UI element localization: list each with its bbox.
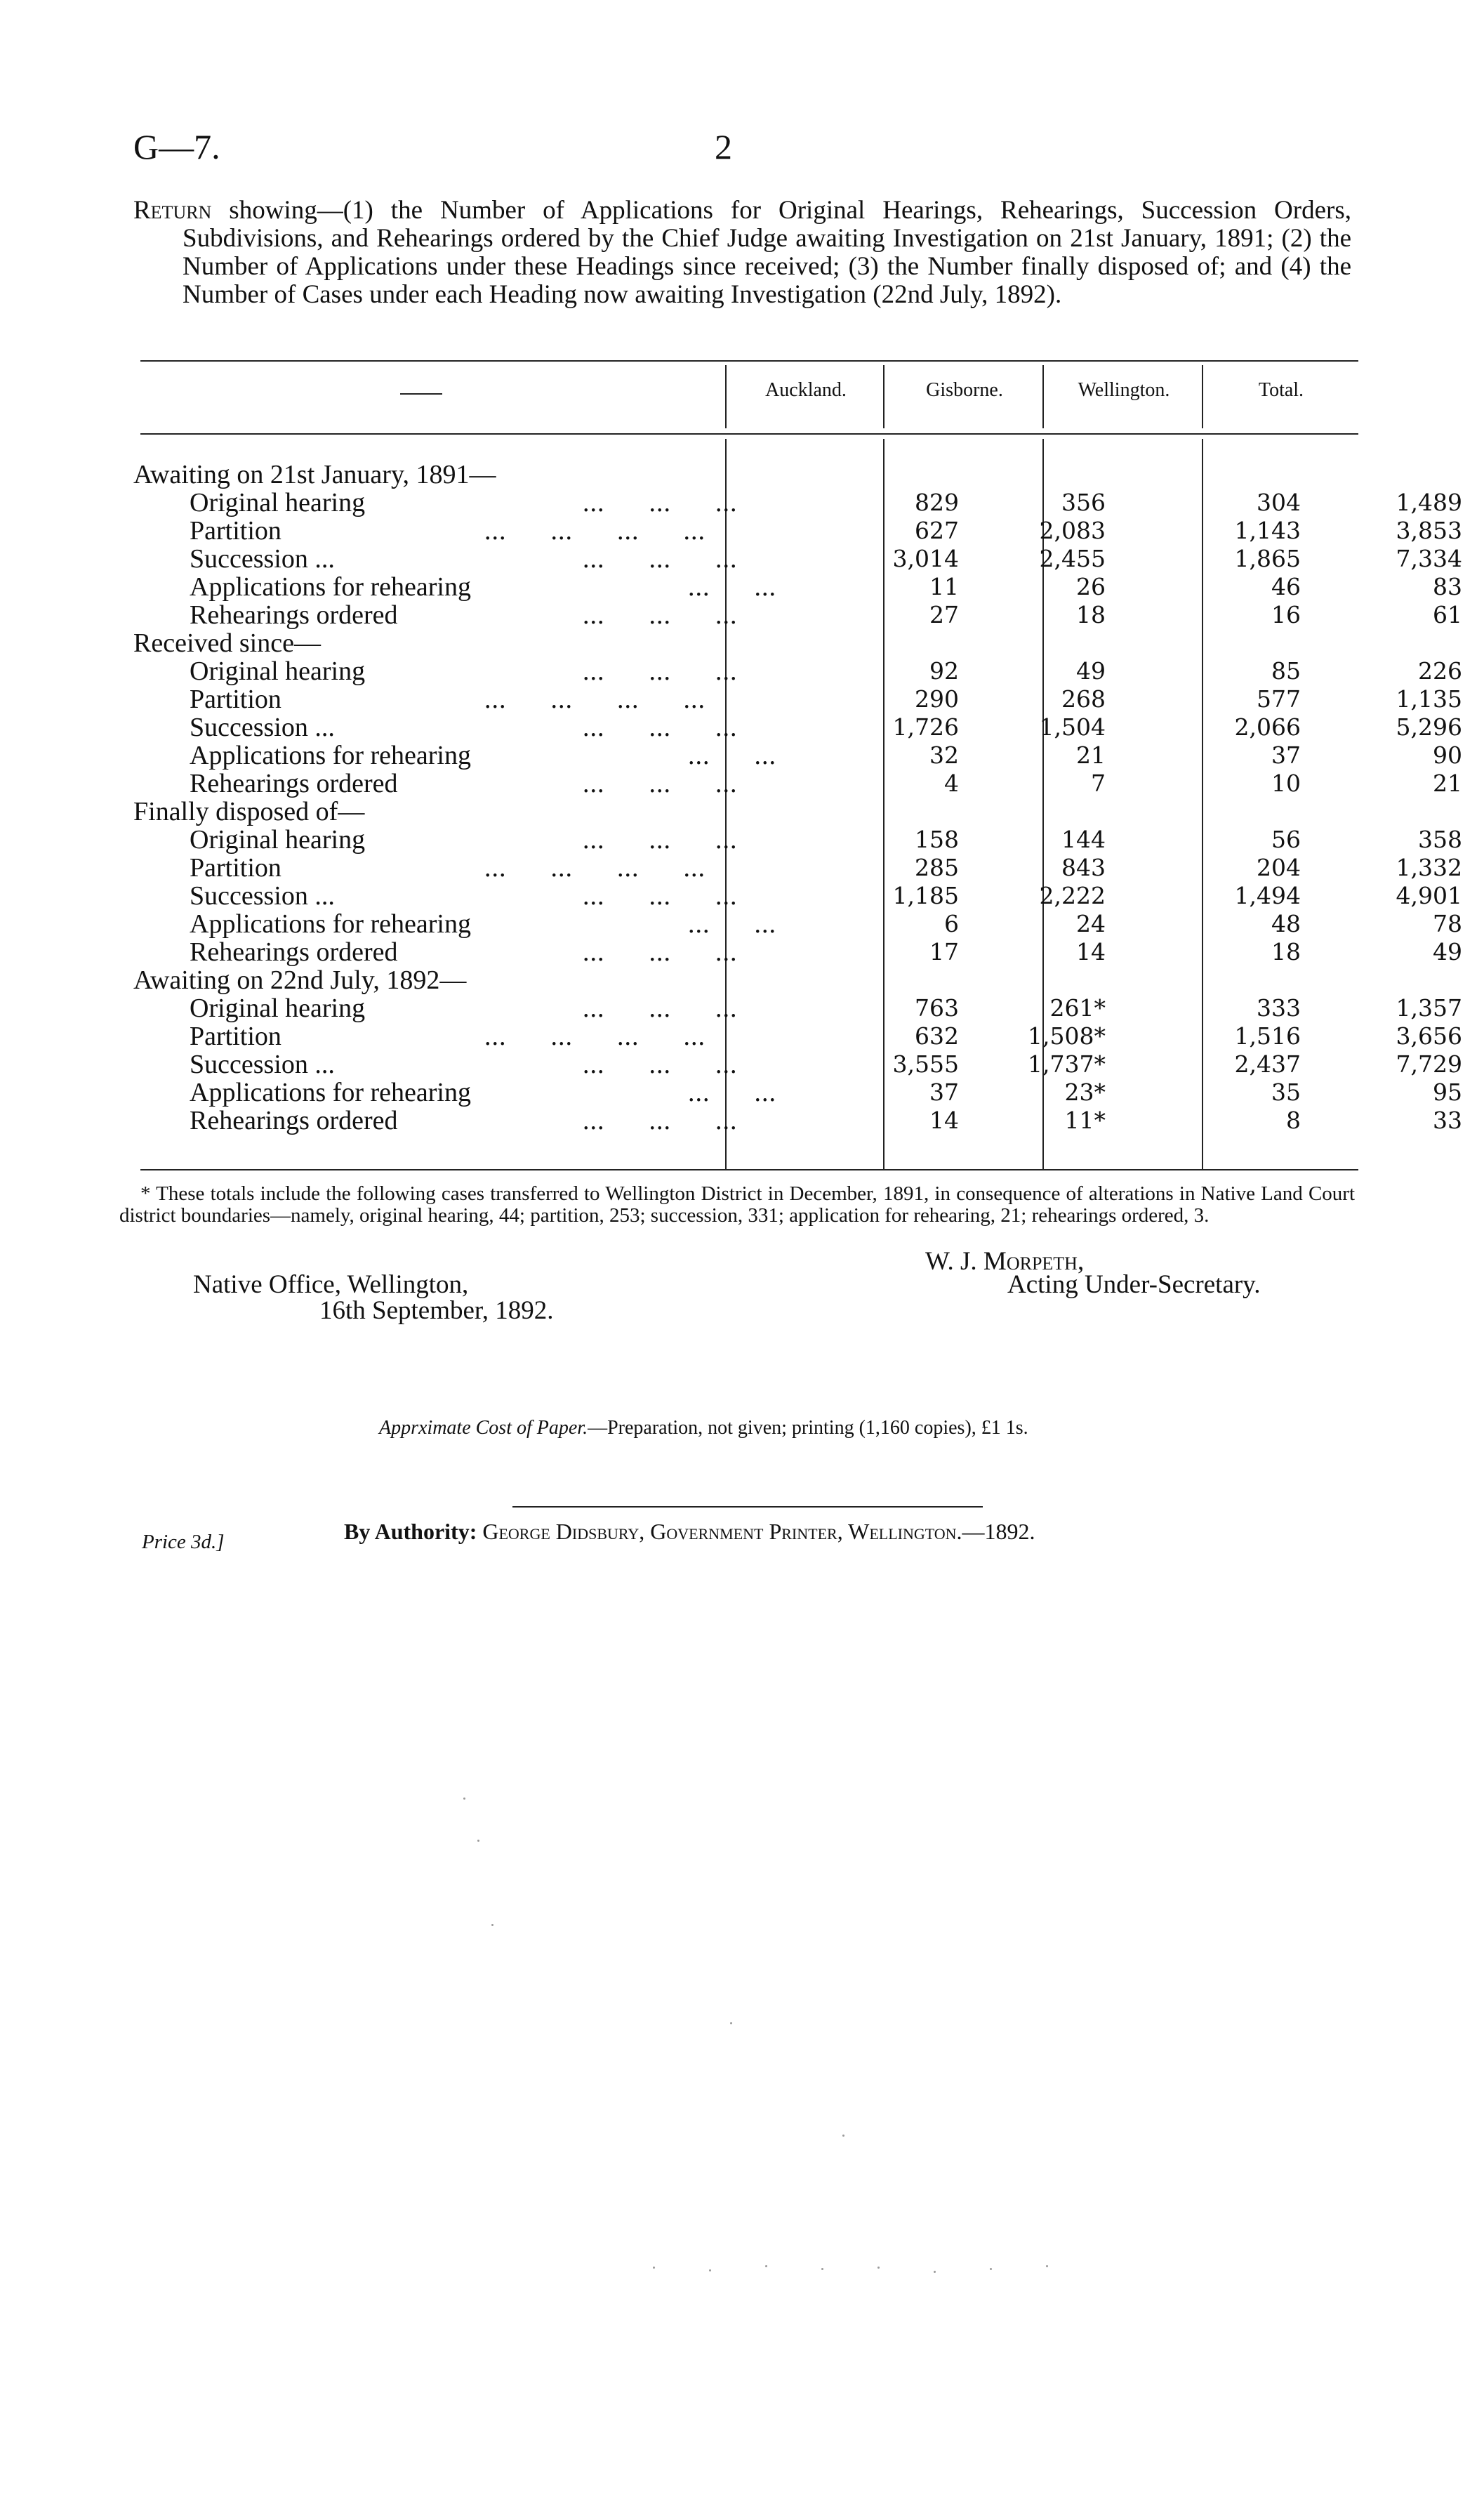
cell-total: 61 xyxy=(1433,601,1462,628)
cell-gisborne: 7 xyxy=(1091,770,1106,797)
cell-auckland: 32 xyxy=(929,741,959,769)
cell-gisborne: 14 xyxy=(1076,938,1106,965)
cell-wellington: 577 xyxy=(1257,685,1301,713)
cell-total: 95 xyxy=(1433,1079,1462,1106)
column-divider xyxy=(883,365,885,428)
cell-auckland: 3,014 xyxy=(892,545,959,572)
table-top-rule xyxy=(140,360,1358,362)
cell-gisborne: 2,083 xyxy=(1039,517,1106,544)
cell-auckland: 290 xyxy=(915,685,959,713)
cell-total: 3,853 xyxy=(1396,517,1462,544)
row-label: Original hearing xyxy=(190,488,366,517)
table-row xyxy=(133,488,1462,517)
cell-gisborne: 2,455 xyxy=(1039,545,1106,572)
scan-speck xyxy=(990,2268,992,2270)
table-header-rule xyxy=(140,433,1358,435)
cell-gisborne: 21 xyxy=(1076,741,1106,769)
page-number: 2 xyxy=(715,127,732,166)
office-address: Native Office, Wellington, xyxy=(193,1270,469,1299)
row-label: Applications for rehearing xyxy=(190,909,471,939)
cell-gisborne: 11* xyxy=(1064,1107,1106,1134)
cell-wellington: 304 xyxy=(1257,489,1301,516)
column-header-auckland: Auckland. xyxy=(765,379,847,401)
section-heading xyxy=(133,966,1355,994)
scan-speck xyxy=(842,2135,844,2137)
cell-wellington: 46 xyxy=(1271,573,1301,600)
leader-dots: ... ... ... xyxy=(583,937,738,967)
scan-speck xyxy=(765,2265,767,2267)
scan-speck xyxy=(463,1798,465,1800)
section-heading-label: Awaiting on 21st January, 1891— xyxy=(133,460,496,489)
cell-gisborne: 23* xyxy=(1064,1079,1106,1106)
row-label: Partition xyxy=(190,1022,281,1051)
table-row xyxy=(133,1022,1462,1051)
cell-total: 49 xyxy=(1433,938,1462,965)
leader-dots: ... ... ... xyxy=(583,600,738,630)
row-label: Applications for rehearing xyxy=(190,572,471,602)
cell-auckland: 632 xyxy=(915,1022,959,1050)
cell-gisborne: 144 xyxy=(1061,826,1106,853)
cell-wellington: 10 xyxy=(1271,770,1301,797)
cell-total: 226 xyxy=(1418,657,1462,685)
table-row xyxy=(133,741,1462,770)
cell-auckland: 37 xyxy=(929,1079,959,1106)
return-text: showing—(1) the Number of Applications for Original Hearings, Rehearings, Succession Orders, Subdivisions, and Rehearings ordered by the Chief Judge awaiting Investigation on 21st January, 1891; (2) the Number of Applications under these Headings since received; (3) the Number finally disposed of; and (4) the Number of Cases under each Heading now awaiting Investigation (22nd July, 1892). xyxy=(183,196,1351,309)
cell-total: 3,656 xyxy=(1396,1022,1462,1050)
cell-wellington: 56 xyxy=(1271,826,1301,853)
corner-dash xyxy=(400,393,442,395)
row-label: Rehearings ordered xyxy=(190,600,398,630)
cell-wellington: 37 xyxy=(1271,741,1301,769)
cost-of-paper xyxy=(379,1417,1028,1439)
table-row xyxy=(133,657,1462,686)
table-row xyxy=(133,1078,1462,1107)
cell-total: 7,334 xyxy=(1396,545,1462,572)
row-label: Succession ... xyxy=(190,1050,335,1079)
authority-rule xyxy=(512,1506,983,1508)
row-label: Rehearings ordered xyxy=(190,769,398,798)
scan-speck xyxy=(934,2271,936,2273)
cell-auckland: 4 xyxy=(944,770,959,797)
row-label: Applications for rehearing xyxy=(190,741,471,770)
cell-gisborne: 1,508* xyxy=(1028,1022,1106,1050)
cell-gisborne: 49 xyxy=(1076,657,1106,685)
signature-date: 16th September, 1892. xyxy=(319,1296,554,1325)
cell-gisborne: 356 xyxy=(1061,489,1106,516)
cell-auckland: 3,555 xyxy=(892,1050,959,1078)
signatory-title: Acting Under-Secretary. xyxy=(1007,1270,1261,1299)
return-lead-word: Return xyxy=(133,196,212,225)
cell-auckland: 158 xyxy=(915,826,959,853)
cell-wellington: 16 xyxy=(1271,601,1301,628)
table-row xyxy=(133,881,1462,911)
cell-auckland: 829 xyxy=(915,489,959,516)
footnote-text: * These totals include the following cases transferred to Wellington District in December, 1891, in consequence of alterations in Native Land Court district boundaries—namely, original hearing, 44; partition, 253; succession, 331; application for rehearing, 21; rehearings ordered, 3. xyxy=(119,1182,1355,1227)
leader-dots: ... ... ... xyxy=(583,544,738,574)
cell-auckland: 1,185 xyxy=(892,882,959,909)
section-heading xyxy=(133,461,1355,489)
cell-total: 1,135 xyxy=(1396,685,1462,713)
cell-auckland: 27 xyxy=(929,601,959,628)
row-label: Partition xyxy=(190,516,281,546)
table-row xyxy=(133,909,1462,939)
scan-speck xyxy=(821,2268,823,2270)
cell-wellington: 2,437 xyxy=(1234,1050,1301,1078)
cell-gisborne: 2,222 xyxy=(1039,882,1106,909)
table-row xyxy=(133,825,1462,855)
cell-gisborne: 26 xyxy=(1076,573,1106,600)
cell-wellington: 204 xyxy=(1257,854,1301,881)
row-label: Partition xyxy=(190,853,281,883)
section-heading-label: Awaiting on 22nd July, 1892— xyxy=(133,965,467,995)
cell-gisborne: 268 xyxy=(1061,685,1106,713)
cell-total: 90 xyxy=(1433,741,1462,769)
leader-dots: ... ... xyxy=(688,741,776,770)
scan-speck xyxy=(1046,2265,1048,2267)
table-row xyxy=(133,853,1462,883)
leader-dots: ... ... ... ... xyxy=(484,516,705,546)
row-label: Original hearing xyxy=(190,825,366,855)
leader-dots: ... ... ... xyxy=(583,713,738,742)
leader-dots: ... ... xyxy=(688,572,776,602)
leader-dots: ... ... ... xyxy=(583,994,738,1023)
cell-auckland: 1,726 xyxy=(892,713,959,741)
cell-wellington: 1,516 xyxy=(1234,1022,1301,1050)
row-label: Rehearings ordered xyxy=(190,1106,398,1135)
column-divider xyxy=(725,365,727,428)
table-row xyxy=(133,713,1462,742)
cell-wellington: 35 xyxy=(1271,1079,1301,1106)
cell-auckland: 627 xyxy=(915,517,959,544)
cell-auckland: 763 xyxy=(915,994,959,1022)
cell-auckland: 285 xyxy=(915,854,959,881)
table-row xyxy=(133,516,1462,546)
leader-dots: ... ... ... xyxy=(583,1106,738,1135)
section-heading xyxy=(133,629,1355,657)
cell-total: 1,489 xyxy=(1396,489,1462,516)
authority-label: By Authority: xyxy=(344,1519,477,1544)
cost-text: —Preparation, not given; printing (1,160 copies), £1 1s. xyxy=(588,1417,1028,1439)
cell-gisborne: 1,737* xyxy=(1028,1050,1106,1078)
section-heading-label: Finally disposed of— xyxy=(133,797,365,826)
price: Price 3d.] xyxy=(142,1531,225,1553)
leader-dots: ... ... xyxy=(688,1078,776,1107)
cell-total: 33 xyxy=(1433,1107,1462,1134)
table-row xyxy=(133,572,1462,602)
scan-speck xyxy=(730,2022,732,2024)
row-label: Succession ... xyxy=(190,713,335,742)
table-bottom-rule xyxy=(140,1169,1358,1170)
scan-speck xyxy=(653,2267,655,2269)
cost-label: Apprximate Cost of Paper. xyxy=(379,1417,588,1439)
cell-gisborne: 843 xyxy=(1061,854,1106,881)
row-label: Rehearings ordered xyxy=(190,937,398,967)
cell-total: 5,296 xyxy=(1396,713,1462,741)
leader-dots: ... ... ... xyxy=(583,881,738,911)
cell-wellington: 1,865 xyxy=(1234,545,1301,572)
section-heading xyxy=(133,798,1355,826)
row-label: Applications for rehearing xyxy=(190,1078,471,1107)
row-label: Succession ... xyxy=(190,881,335,911)
section-heading-label: Received since— xyxy=(133,628,321,658)
signatory-name: W. J. Morpeth, xyxy=(925,1247,1085,1276)
cell-total: 7,729 xyxy=(1396,1050,1462,1078)
cell-wellington: 85 xyxy=(1271,657,1301,685)
leader-dots: ... ... ... xyxy=(583,825,738,855)
cell-auckland: 17 xyxy=(929,938,959,965)
return-description xyxy=(133,197,1351,309)
table-row xyxy=(133,1106,1462,1135)
table-row xyxy=(133,544,1462,574)
cell-auckland: 11 xyxy=(929,573,959,600)
cell-total: 1,357 xyxy=(1396,994,1462,1022)
cell-total: 78 xyxy=(1433,910,1462,937)
authority-text: George Didsbury, Government Printer, Wellington.—1892. xyxy=(477,1519,1035,1544)
leader-dots: ... ... ... xyxy=(583,769,738,798)
column-header-gisborne: Gisborne. xyxy=(926,379,1003,401)
scan-speck xyxy=(491,1924,493,1926)
row-label: Partition xyxy=(190,685,281,714)
row-label: Original hearing xyxy=(190,994,366,1023)
cell-wellington: 1,494 xyxy=(1234,882,1301,909)
table-row xyxy=(133,937,1462,967)
cell-total: 4,901 xyxy=(1396,882,1462,909)
cell-total: 1,332 xyxy=(1396,854,1462,881)
footnote xyxy=(119,1183,1355,1227)
column-header-total: Total. xyxy=(1258,379,1304,401)
cell-wellington: 2,066 xyxy=(1234,713,1301,741)
scan-speck xyxy=(477,1840,479,1842)
cell-wellington: 18 xyxy=(1271,938,1301,965)
cell-wellington: 333 xyxy=(1257,994,1301,1022)
table-row xyxy=(133,994,1462,1023)
column-divider xyxy=(1202,365,1203,428)
cell-gisborne: 261* xyxy=(1049,994,1106,1022)
row-label: Original hearing xyxy=(190,657,366,686)
scan-speck xyxy=(709,2269,711,2271)
cell-gisborne: 18 xyxy=(1076,601,1106,628)
cell-wellington: 48 xyxy=(1271,910,1301,937)
table-row xyxy=(133,685,1462,714)
leader-dots: ... ... xyxy=(688,909,776,939)
leader-dots: ... ... ... xyxy=(583,488,738,517)
leader-dots: ... ... ... xyxy=(583,657,738,686)
printer-authority xyxy=(344,1519,1035,1545)
cell-wellington: 1,143 xyxy=(1234,517,1301,544)
leader-dots: ... ... ... ... xyxy=(484,1022,705,1051)
cell-auckland: 14 xyxy=(929,1107,959,1134)
leader-dots: ... ... ... ... xyxy=(484,853,705,883)
cell-gisborne: 24 xyxy=(1076,910,1106,937)
scan-speck xyxy=(877,2267,880,2269)
cell-wellington: 8 xyxy=(1286,1107,1301,1134)
table-row xyxy=(133,600,1462,630)
leader-dots: ... ... ... ... xyxy=(484,685,705,714)
column-header-wellington: Wellington. xyxy=(1078,379,1170,401)
cell-gisborne: 1,504 xyxy=(1039,713,1106,741)
cell-auckland: 92 xyxy=(929,657,959,685)
table-row xyxy=(133,769,1462,798)
column-divider xyxy=(1042,365,1044,428)
cell-total: 358 xyxy=(1418,826,1462,853)
page-reference: G—7. xyxy=(133,127,220,166)
cell-auckland: 6 xyxy=(944,910,959,937)
table-row xyxy=(133,1050,1462,1079)
cell-total: 83 xyxy=(1433,573,1462,600)
cell-total: 21 xyxy=(1433,770,1462,797)
row-label: Succession ... xyxy=(190,544,335,574)
leader-dots: ... ... ... xyxy=(583,1050,738,1079)
